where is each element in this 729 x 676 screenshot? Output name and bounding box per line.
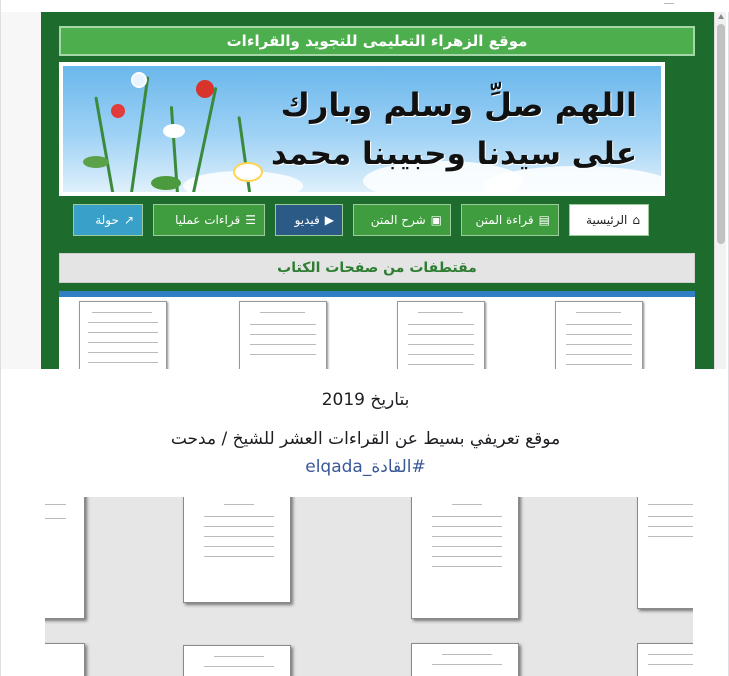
nav-read-matn[interactable]: [461, 204, 559, 236]
top-strip: [1, 0, 729, 12]
white-flower: [163, 124, 185, 138]
post-description: موقع تعريفي بسيط عن القراءات العشر للشيخ / مدحت: [170, 429, 561, 449]
red-flower: [111, 104, 125, 118]
external-link-icon: ↗: [123, 213, 134, 227]
banner-line-1: اللهم صلِّ وسلم وبارك: [280, 86, 637, 124]
nav-about[interactable]: [73, 204, 143, 236]
document-page: [45, 497, 85, 619]
site-title: موقع الزهراء التعليمى للتجويد والقراءات: [59, 26, 695, 56]
website-screenshot[interactable]: [41, 12, 714, 369]
section-title: مقتطفات من صفحات الكتاب: [59, 253, 695, 283]
post-date: بتاريخ 2019: [321, 390, 410, 410]
nav-label: قراءة المتن: [475, 213, 534, 227]
book-pages-strip: [59, 291, 695, 369]
image-left-gutter: [1, 12, 41, 369]
daisy-flower: [233, 162, 263, 182]
site-nav: [73, 204, 653, 238]
document-page: [411, 497, 519, 619]
document-page: [637, 643, 693, 676]
document-page: [183, 497, 291, 603]
nav-label: قراءات عمليا: [175, 213, 241, 227]
powerpoint-file-icon: ▣: [430, 213, 442, 227]
book-page-thumb[interactable]: [79, 301, 167, 369]
leaf: [83, 156, 109, 168]
book-page-thumb[interactable]: [239, 301, 327, 369]
book-page-thumb[interactable]: [397, 301, 485, 369]
document-page: [183, 645, 291, 676]
book-page-thumb[interactable]: [555, 301, 643, 369]
video-icon: ▶: [324, 213, 334, 227]
nav-label: شرح المتن: [370, 213, 426, 227]
scrollbar-thumb[interactable]: [717, 24, 725, 244]
nav-label: حولة: [95, 213, 119, 227]
nav-home[interactable]: [569, 204, 649, 236]
document-page: [45, 643, 85, 676]
salawat-banner: [59, 62, 665, 196]
image-scrollbar[interactable]: [714, 12, 726, 369]
document-page: [411, 643, 519, 676]
top-tab-marker: [664, 0, 674, 4]
nav-label: فيديو: [294, 213, 320, 227]
nav-label: الرئيسية: [586, 213, 628, 227]
leaf: [151, 176, 181, 190]
nav-practical[interactable]: [153, 204, 265, 236]
nav-video[interactable]: [275, 204, 343, 236]
hashtag-link[interactable]: #القادة_elqada: [305, 457, 426, 477]
list-icon: ☰: [245, 213, 256, 227]
pdf-file-icon: ▤: [538, 213, 550, 227]
home-icon: ⌂: [632, 213, 640, 227]
document-pages-photo[interactable]: [45, 497, 693, 676]
red-flower: [196, 80, 214, 98]
flower-stem: [130, 76, 150, 195]
document-page: [637, 497, 693, 609]
book-pages-inner: [59, 297, 695, 369]
nav-explain-matn[interactable]: [353, 204, 451, 236]
banner-line-2: على سيدنا وحبيبنا محمد: [271, 136, 637, 172]
white-flower: [131, 72, 147, 88]
scroll-up-icon[interactable]: [718, 14, 724, 19]
